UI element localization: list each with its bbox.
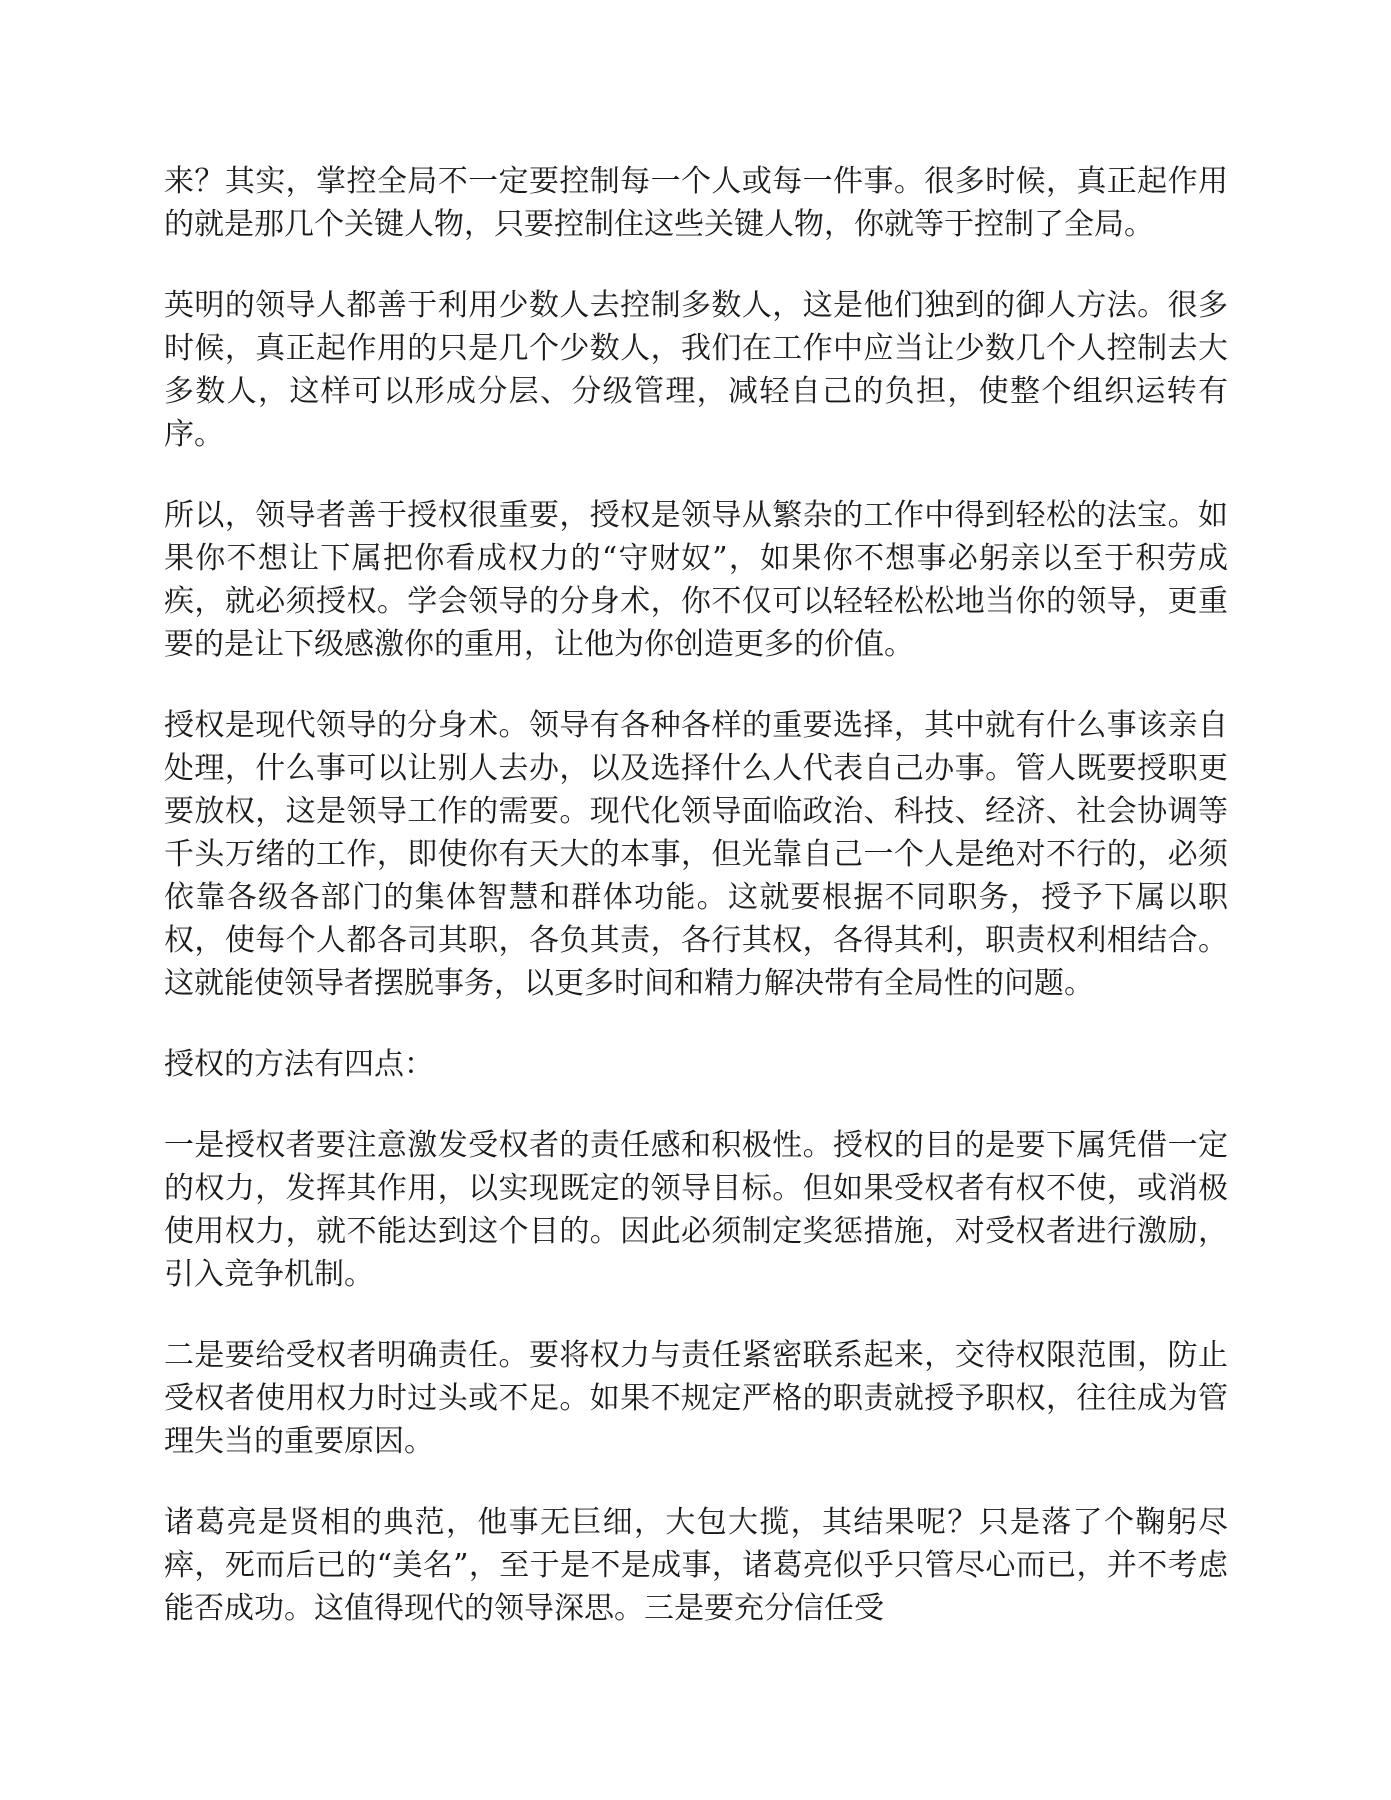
paragraph: 一是授权者要注意激发受权者的责任感和积极性。授权的目的是要下属凭借一定的权力，发挥其作用，以实现既定的领导目标。但如果受权者有权不使，或消极使用权力，就不能达到这个目的。因此必须制定奖惩措施，对受权者进行激励，引入竞争机制。 — [164, 1128, 1228, 1292]
document-page — [164, 160, 1228, 1630]
paragraph: 所以，领导者善于授权很重要，授权是领导从繁杂的工作中得到轻松的法宝。如果你不想让下属把你看成权力的“守财奴”，如果你不想事必躬亲以至于积劳成疾，就必须授权。学会领导的分身术，你不仅可以轻轻松松地当你的领导，更重要的是让下级感激你的重用，让他为你创造更多的价值。 — [164, 498, 1228, 662]
paragraph: 诸葛亮是贤相的典范，他事无巨细，大包大揽，其结果呢？只是落了个鞠躬尽瘁，死而后已的“美名”，至于是不是成事，诸葛亮似乎只管尽心而已，并不考虑能否成功。这值得现代的领导深思。三是要充分信任受 — [164, 1505, 1228, 1626]
paragraph: 授权的方法有四点： — [164, 1047, 434, 1082]
paragraph: 授权是现代领导的分身术。领导有各种各样的重要选择，其中就有什么事该亲自处理，什么事可以让别人去办，以及选择什么人代表自己办事。管人既要授职更要放权，这是领导工作的需要。现代化领导面临政治、科技、经济、社会协调等千头万绪的工作，即使你有天大的本事，但光靠自己一个人是绝对不行的，必须依靠各级各部门的集体智慧和群体功能。这就要根据不同职务，授予下属以职权，使每个人都各司其职，各负其责，各行其权，各得其利，职责权利相结合。这就能使领导者摆脱事务，以更多时间和精力解决带有全局性的问题。 — [164, 708, 1228, 1001]
paragraph: 英明的领导人都善于利用少数人去控制多数人，这是他们独到的御人方法。很多时候，真正起作用的只是几个少数人，我们在工作中应当让少数几个人控制去大多数人，这样可以形成分层、分级管理，减轻自己的负担，使整个组织运转有序。 — [164, 288, 1228, 452]
paragraph: 二是要给受权者明确责任。要将权力与责任紧密联系起来，交待权限范围，防止受权者使用权力时过头或不足。如果不规定严格的职责就授予职权，往往成为管理失当的重要原因。 — [164, 1338, 1228, 1459]
paragraph: 来？其实，掌控全局不一定要控制每一个人或每一件事。很多时候，真正起作用的就是那几个关键人物，只要控制住这些关键人物，你就等于控制了全局。 — [164, 164, 1228, 242]
